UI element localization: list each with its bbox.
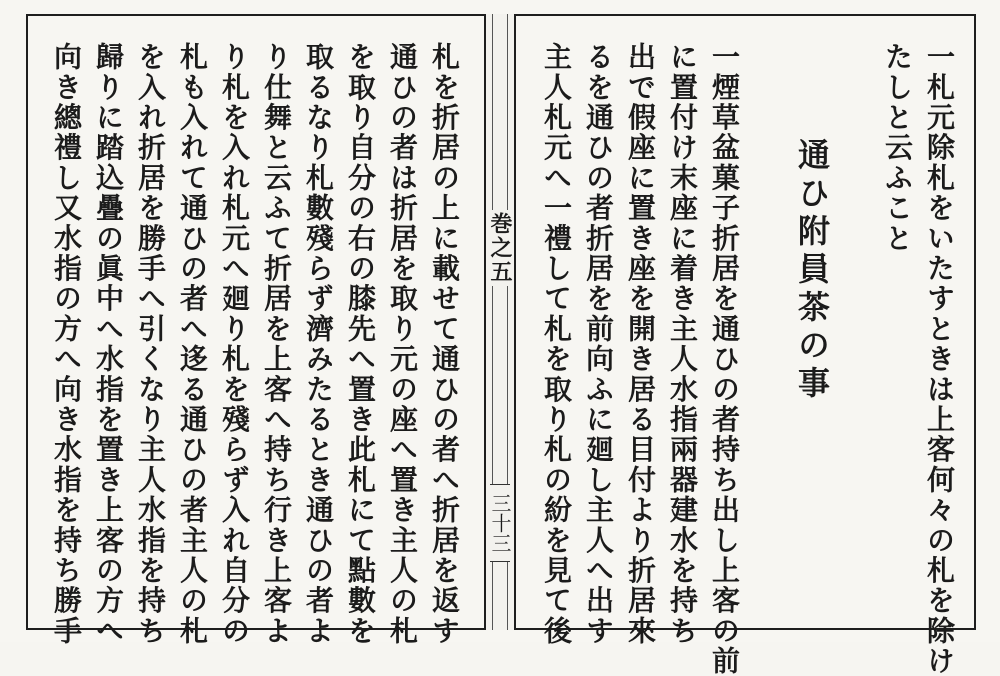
right-body-line-5: 主人札元へ一禮して札を取り札の紛を見て後: [540, 42, 573, 647]
left-body-line-2: 通ひの者は折居を取り元の座へ置き主人の札: [386, 42, 419, 647]
right-body-line-2: に置付け末座に着き主人水指兩器建水を持ち: [666, 42, 699, 646]
page-number: 三十三: [490, 484, 510, 562]
left-body-line-5: り仕舞と云ふて折居を上客へ持ち行き上客よ: [260, 42, 293, 647]
center-gutter: [484, 14, 516, 630]
right-body-line-4: るを通ひの者折居を前向ふに廻し主人へ出す: [582, 42, 615, 647]
section-heading: 通ひ附員茶の事: [793, 138, 831, 404]
right-body-line-1: 一煙草盆菓子折居を通ひの者持ち出し上客の前: [708, 42, 741, 676]
left-body-line-6: り札を入れ札元へ廻り札を殘らず入れ自分の: [218, 42, 251, 647]
left-body-line-9: 歸りに踏込疊の眞中へ水指を置き上客の方へ: [92, 42, 125, 647]
right-body-line-3: 出で假座に置き座を開き居る目付より折居來: [624, 42, 657, 646]
left-body-line-10: 向き總禮し又水指の方へ向き水指を持ち勝手: [50, 42, 83, 646]
right-text-line-2: たしと云ふこと: [881, 42, 914, 254]
left-body-line-7: 札も入れて通ひの者へ迻る通ひの者主人の札: [176, 42, 209, 647]
volume-label: 巻之五: [487, 212, 513, 284]
left-body-line-4: 取るなり札數殘らず濟みたるとき通ひの者よ: [302, 42, 335, 646]
left-body-line-3: を取り自分の右の膝先へ置き此札にて點數を: [344, 42, 377, 646]
left-body-line-8: を入れ折居を勝手へ引くなり主人水指を持ち: [134, 42, 167, 646]
left-body-line-1: 札を折居の上に載せて通ひの者へ折居を返す: [428, 42, 461, 646]
right-text-line-1: 一札元除札をいたすときは上客何々の札を除け: [923, 42, 956, 676]
